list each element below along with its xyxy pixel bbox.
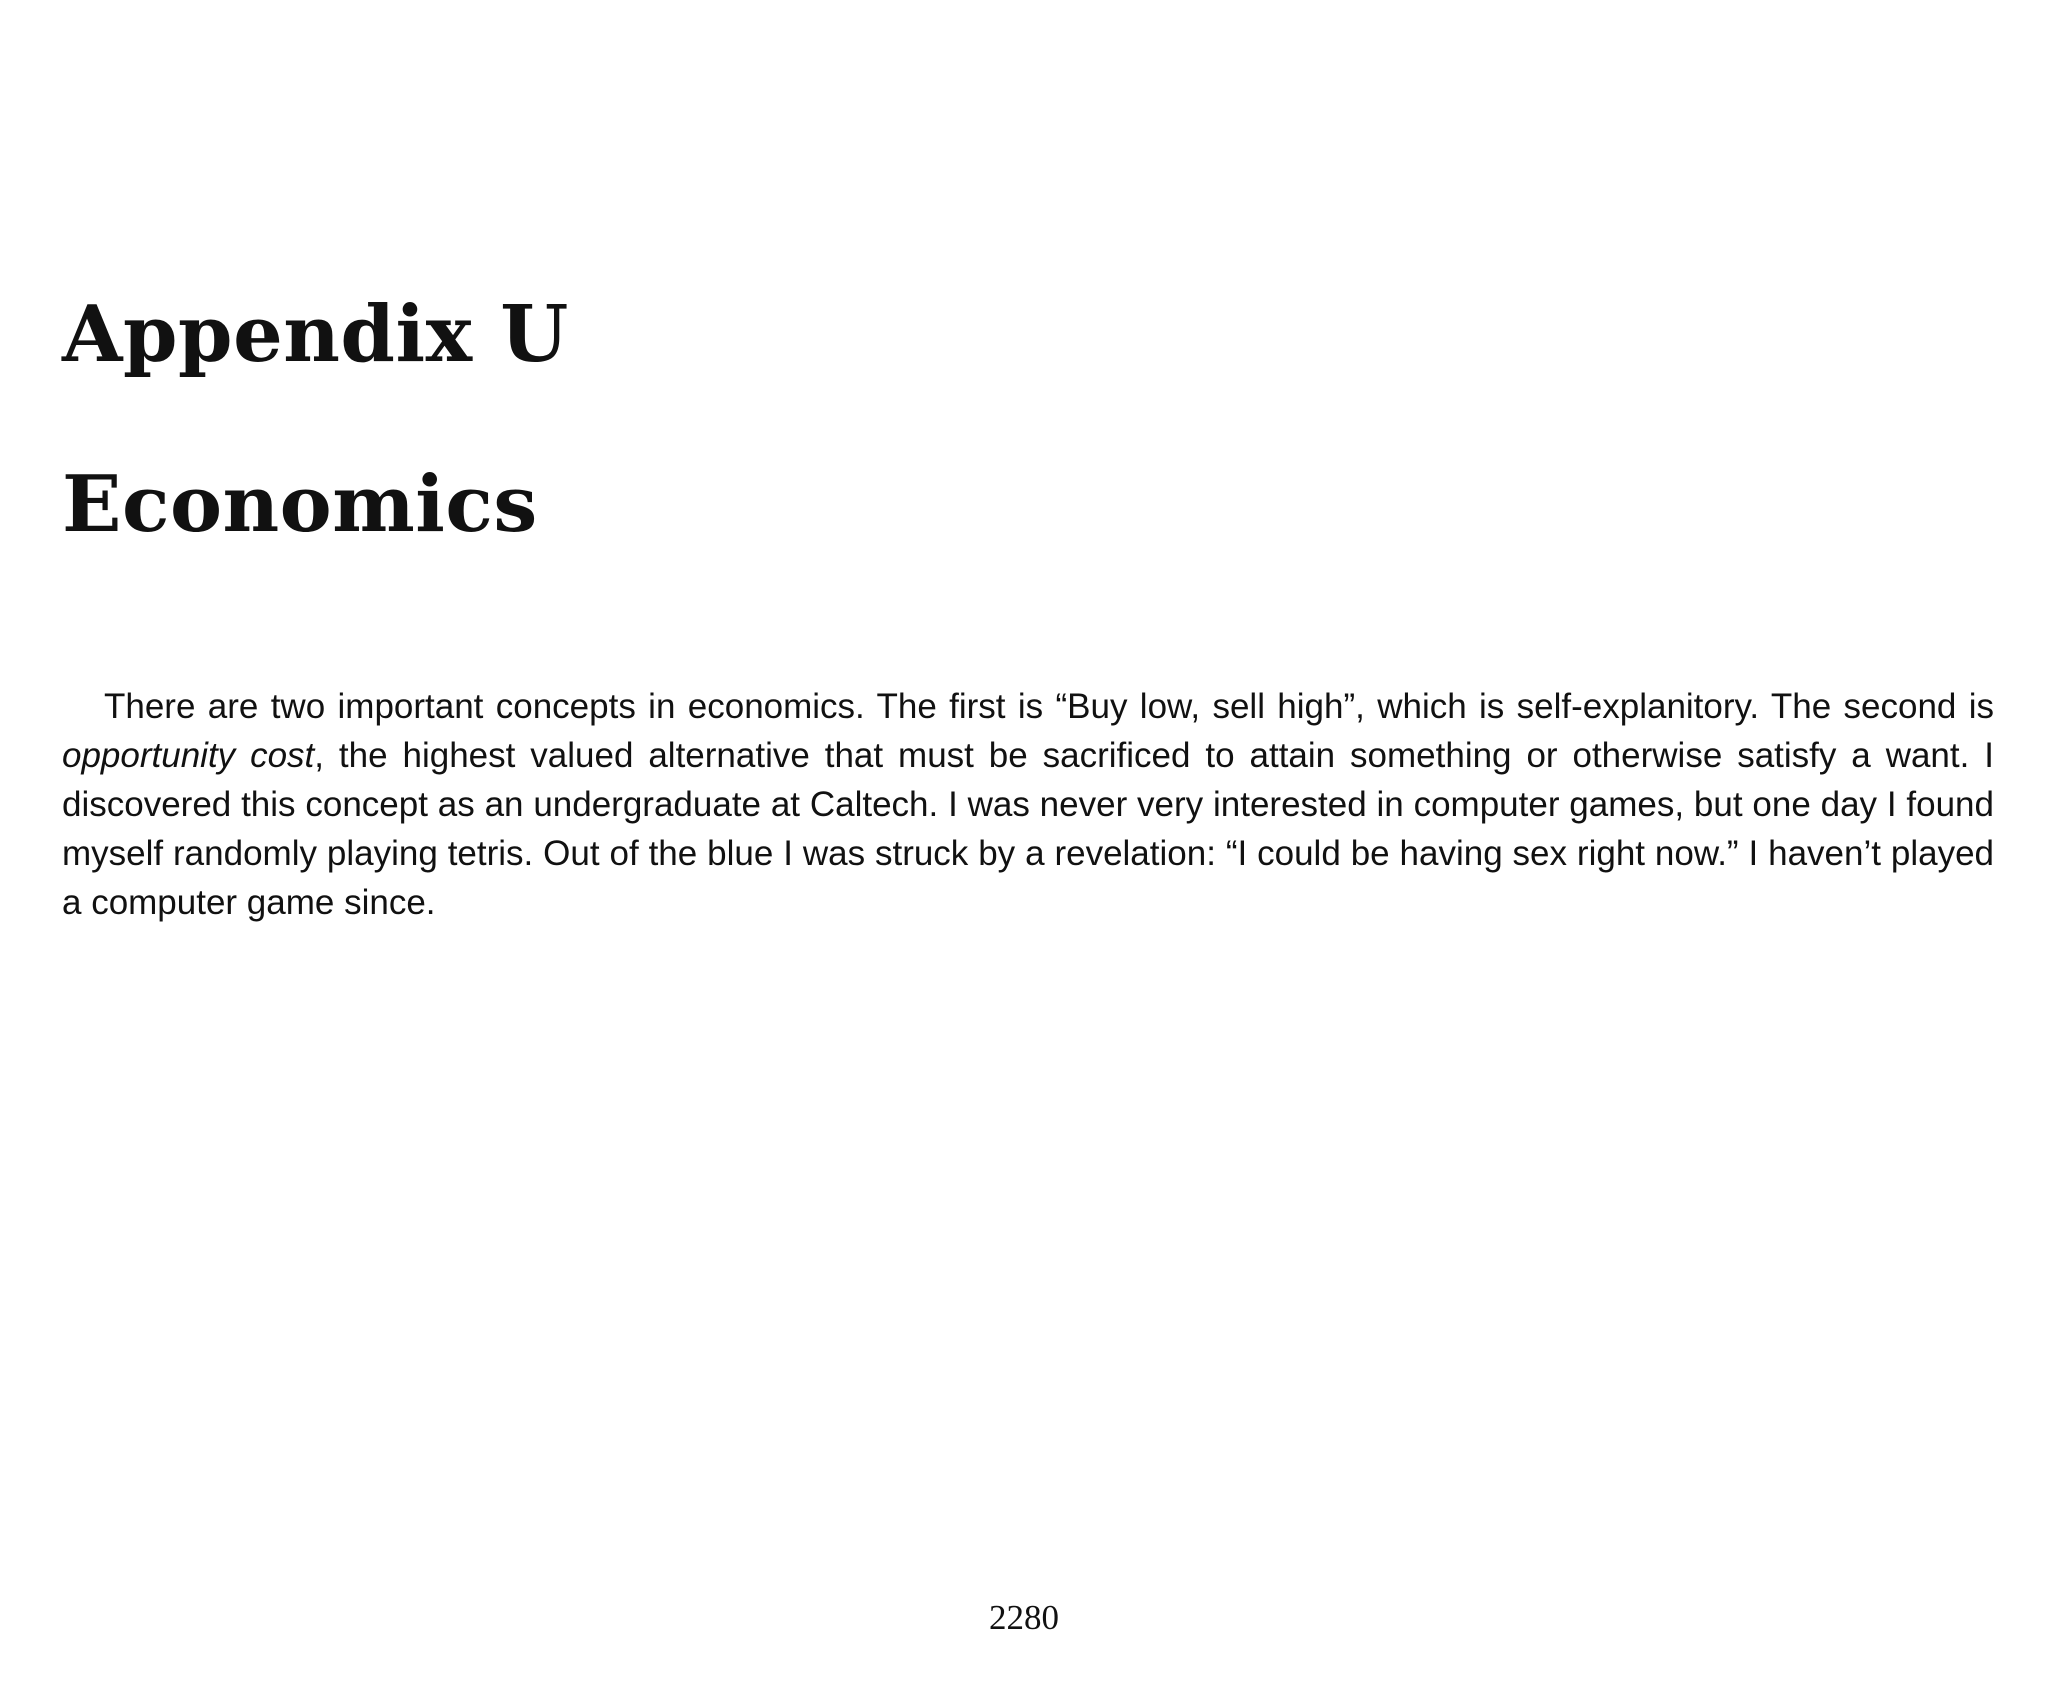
page-number: 2280 <box>989 1598 1059 1637</box>
paragraph-text-end: , the highest valued alternative that must be sacrificed to attain something or otherwise satisfy a want. I discovered this concept as an undergraduate at Caltech. I was never very interested in computer games, but one day I found myself randomly playing tetris. Out of the blue I was struck by a revelation: “I could be having sex right now.” I haven’t played a computer game since. <box>62 736 1994 922</box>
appendix-label: Appendix U <box>62 289 569 380</box>
paragraph-text-start: There are two important concepts in economics. The first is “Buy low, sell high”, which is self-explanitory. The second is <box>104 687 1994 726</box>
emphasized-term: opportunity cost <box>62 736 315 775</box>
body-paragraph <box>62 682 1994 927</box>
chapter-title: Economics <box>62 459 538 550</box>
